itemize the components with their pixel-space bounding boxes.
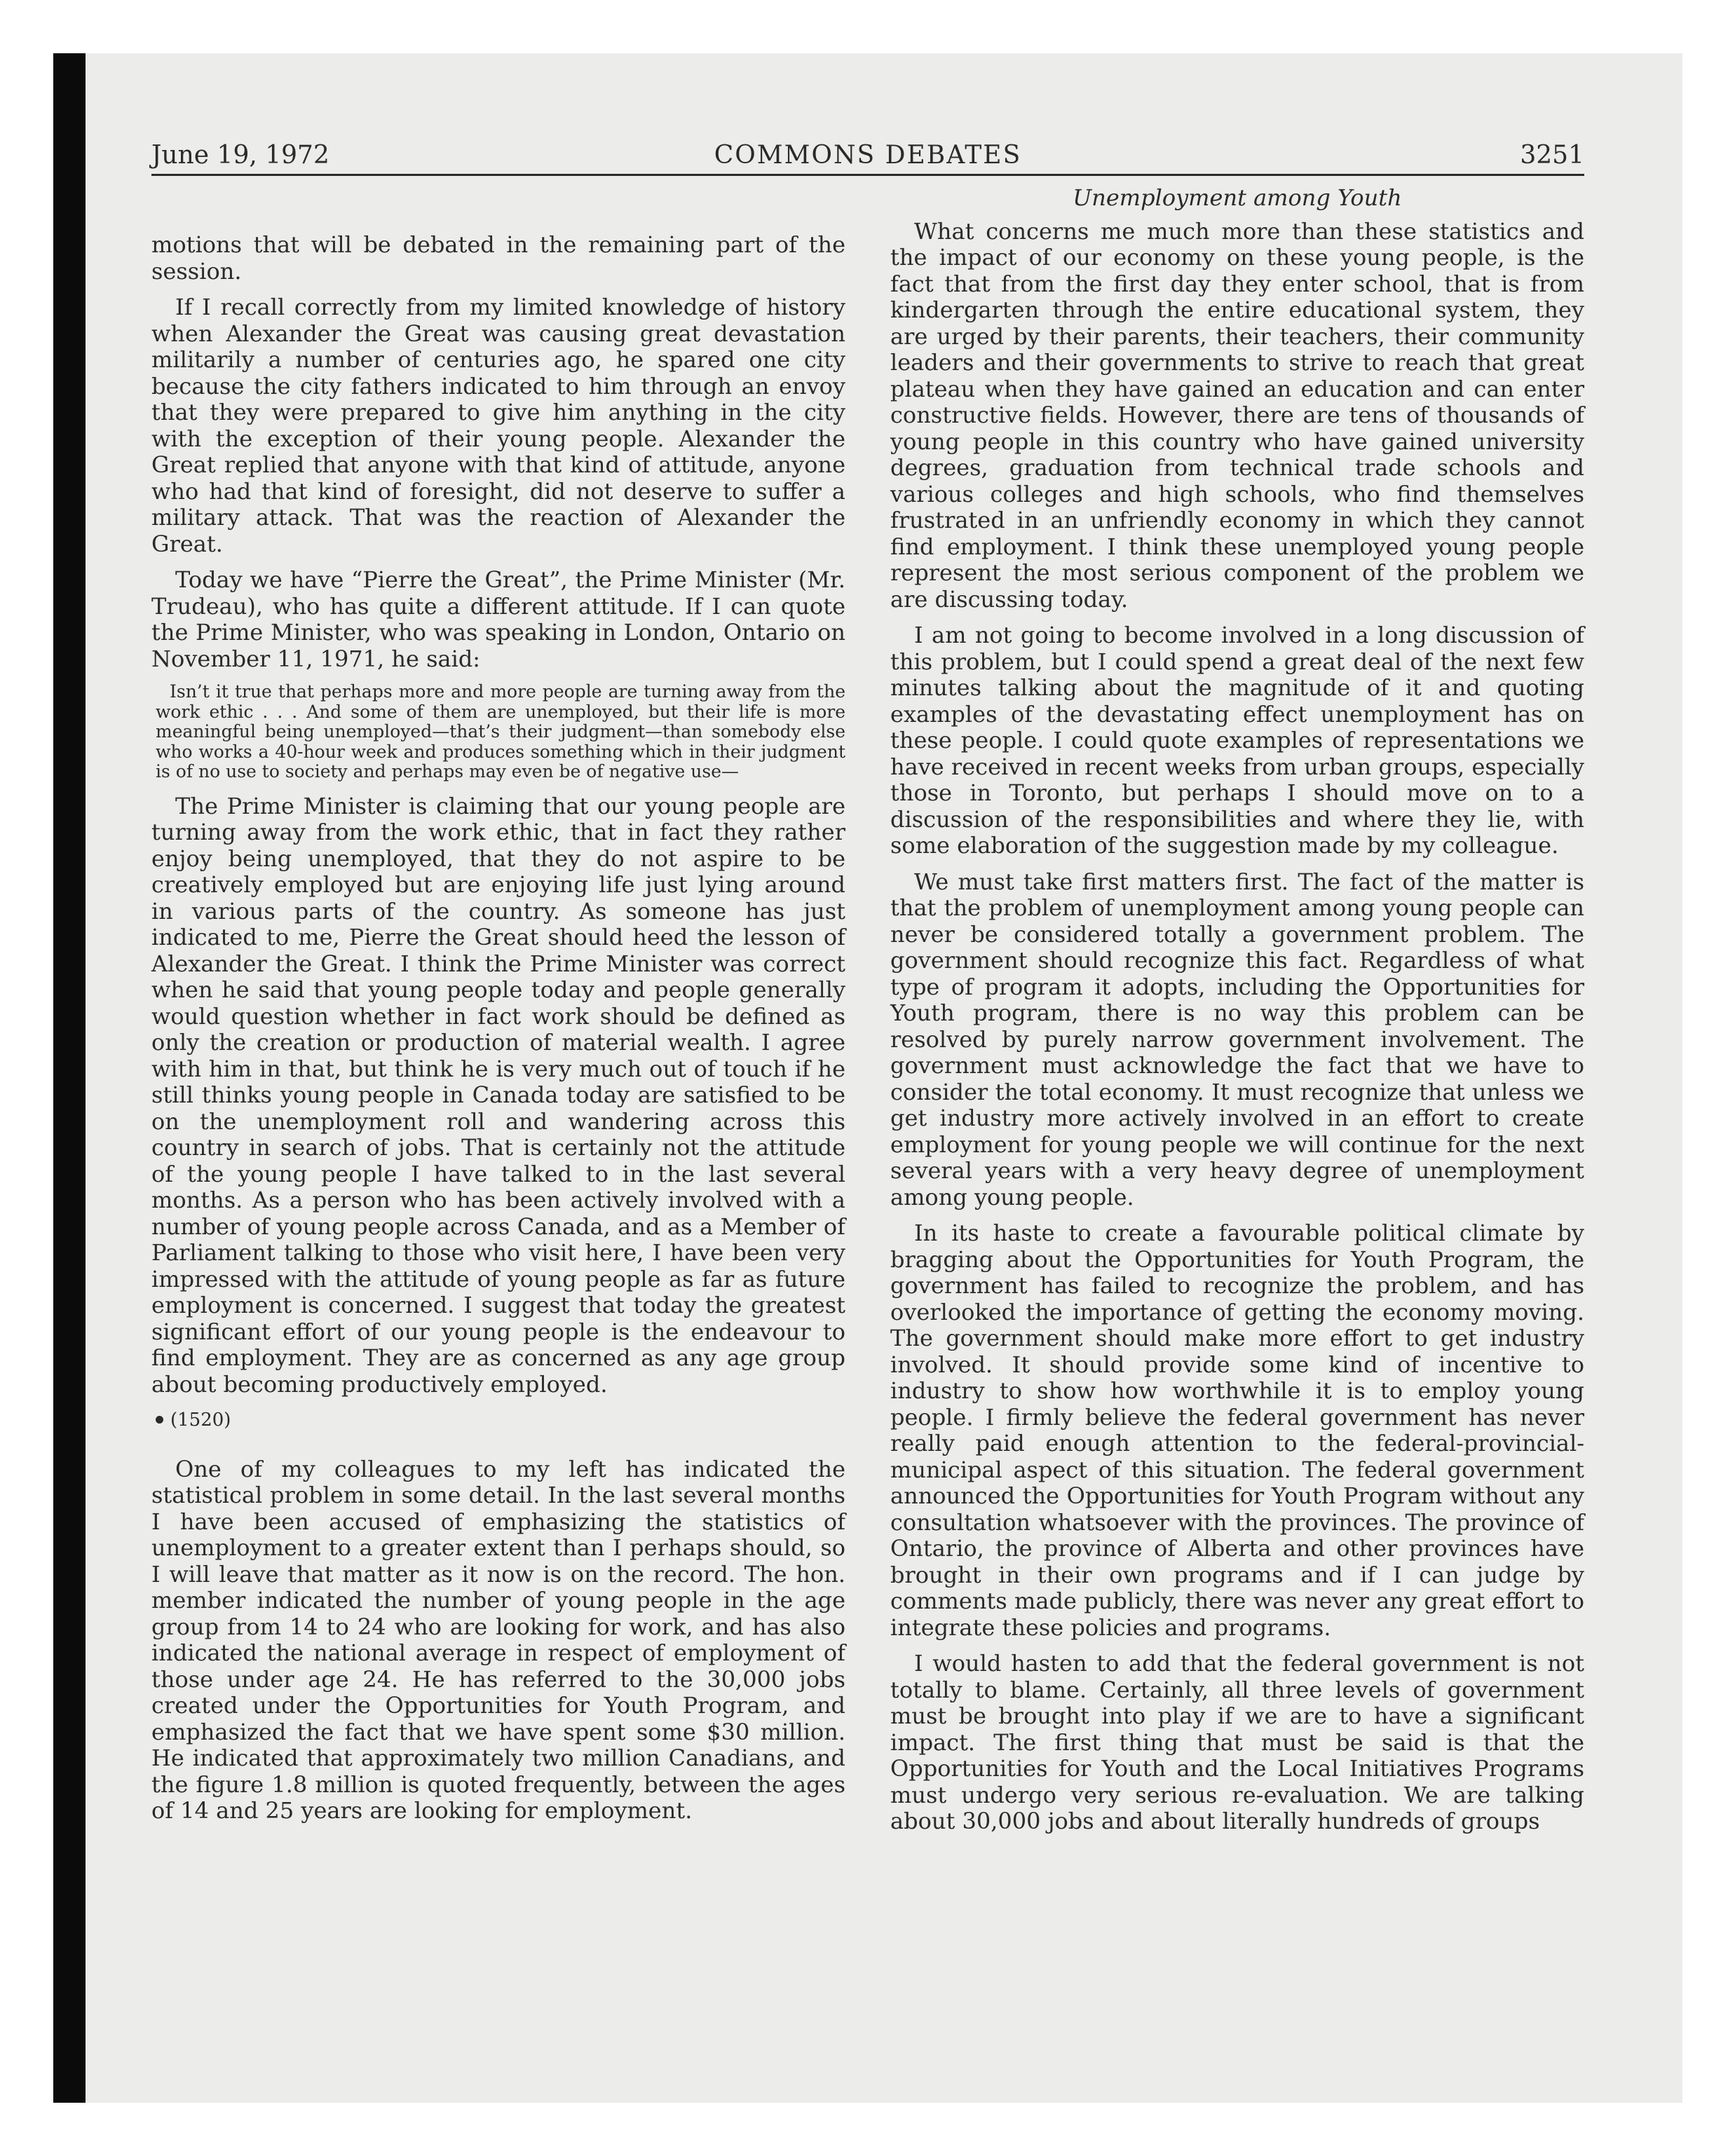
paragraph: motions that will be debated in the remaining part of the session.	[151, 231, 845, 285]
header-page-number: 3251	[1520, 141, 1584, 170]
header-date: June 19, 1972	[151, 141, 329, 170]
left-column	[151, 232, 845, 1834]
quote-text: Isn’t it true that perhaps more and more people are turning away from the work ethic . . . And some of them are unemployed, but their life is more meaningful being unemployed—that’s their judgment—than somebody else who works a 40-hour week and produces something which in their judgment is of no use to society and perhaps may even be of negative use—	[156, 681, 845, 782]
paragraph: I am not going to become involved in a long discussion of this problem, but I could spend a great deal of the next few minutes talking about the magnitude of it and quoting examples of the devastating effect unemployment has on these people. I could quote examples of representations we have received in recent weeks from urban groups, especially those in Toronto, but perhaps I should move on to a discussion of the responsibilities and where they lie, with some elaboration of the suggestion made by my colleague.	[890, 622, 1584, 859]
paragraph: I would hasten to add that the federal government is not totally to blame. Certainly, all three levels of government must be brought into play if we are to have a significant impact. The first thing that must be said is that the Opportunities for Youth and the Local Initiatives Programs must undergo very serious re-evaluation. We are talking about 30,000 jobs and about literally hundreds of groups	[890, 1650, 1584, 1834]
block-quote	[151, 682, 845, 782]
paragraph: In its haste to create a favourable political climate by bragging about the Opportunities for Youth Program, the government has failed to recognize the problem, and has overlooked the importance of getting the economy moving. The government should make more effort to get industry involved. It should provide some kind of incentive to industry to show how worthwhile it is to employ young people. I firmly believe the federal government has never really paid enough attention to the federal-provincial-municipal aspect of this situation. The federal government announced the Opportunities for Youth Program without any consultation whatsoever with the provinces. The province of Ontario, the province of Alberta and other provinces have brought in their own programs and if I can judge by comments made publicly, there was never any great effort to integrate these policies and programs.	[890, 1220, 1584, 1641]
page-header	[151, 137, 1584, 176]
time-marker	[151, 1407, 845, 1434]
paragraph: One of my colleagues to my left has indicated the statistical problem in some detail. In the last several months I have been accused of emphasizing the statistics of unemployment to a greater extent than I perhaps should, so I will leave that matter as it now is on the record. The hon. member indicated the number of young people in the age group from 14 to 24 who are looking for work, and has also indicated the national average in respect of employment of those under age 24. He has referred to the 30,000 jobs created under the Opportunities for Youth Program, and emphasized the fact that we have spent some $30 million. He indicated that approximately two million Canadians, and the figure 1.8 million is quoted frequently, between the ages of 14 and 25 years are looking for employment.	[151, 1455, 845, 1824]
paragraph: If I recall correctly from my limited knowledge of history when Alexander the Great was causing great devastation militarily a number of centuries ago, he spared one city because the city fathers indicated to him through an envoy that they were prepared to give him anything in the city with the exception of their young people. Alexander the Great replied that anyone with that kind of attitude, anyone who had that kind of foresight, did not deserve to suffer a military attack. That was the reaction of Alexander the Great.	[151, 294, 845, 557]
header-title: COMMONS DEBATES	[714, 141, 1022, 170]
binding-edge	[53, 53, 86, 2103]
paragraph: What concerns me much more than these statistics and the impact of our economy on these young people, is the fact that from the first day they enter school, that is from kindergarten through the entire educational system, they are urged by their parents, their teachers, their community leaders and their governments to strive to reach that great plateau when they have gained an education and can enter constructive fields. However, there are tens of thousands of young people in this country who have gained university degrees, graduation from technical trade schools and various colleges and high schools, who find themselves frustrated in an unfriendly economy in which they cannot find employment. I think these unemployed young people represent the most serious component of the problem we are discussing today.	[890, 217, 1584, 613]
bullet-icon	[156, 1416, 163, 1424]
paragraph: We must take first matters first. The fact of the matter is that the problem of unemployment among young people can never be considered totally a government problem. The government should recognize this fact. Regardless of what type of program it adopts, including the Opportunities for Youth program, there is no way this problem can be resolved by purely narrow government involvement. The government must acknowledge the fact that we have to consider the total economy. It must recognize that unless we get industry more actively involved in an effort to create employment for young people we will continue for the next several years with a very heavy degree of unemployment among young people.	[890, 868, 1584, 1210]
scanned-page	[53, 53, 1682, 2103]
right-column	[890, 185, 1584, 1845]
paragraph: Today we have “Pierre the Great”, the Prime Minister (Mr. Trudeau), who has quite a different attitude. If I can quote the Prime Minister, who was speaking in London, Ontario on November 11, 1971, he said:	[151, 566, 845, 672]
time-marker-text: (1520)	[170, 1410, 231, 1431]
section-subhead: Unemployment among Youth	[1073, 184, 1402, 211]
paragraph: The Prime Minister is claiming that our young people are turning away from the work ethic, that in fact they rather enjoy being unemployed, that they do not aspire to be creatively employed but are enjoying life just lying around in various parts of the country. As someone has just indicated to me, Pierre the Great should heed the lesson of Alexander the Great. I think the Prime Minister was correct when he said that young people today and people generally would question whether in fact work should be defined as only the creation or production of material wealth. I agree with him in that, but think he is very much out of touch if he still thinks young people in Canada today are satisfied to be on the unemployment roll and wandering across this country in search of jobs. That is certainly not the attitude of the young people I have talked to in the last several months. As a person who has been actively involved with a number of young people across Canada, and as a Member of Parliament talking to those who visit here, I have been very impressed with the attitude of young people as far as future employment is concerned. I suggest that today the greatest significant effort of our young people is the endeavour to find employment. They are as concerned as any age group about becoming productively employed.	[151, 792, 845, 1398]
